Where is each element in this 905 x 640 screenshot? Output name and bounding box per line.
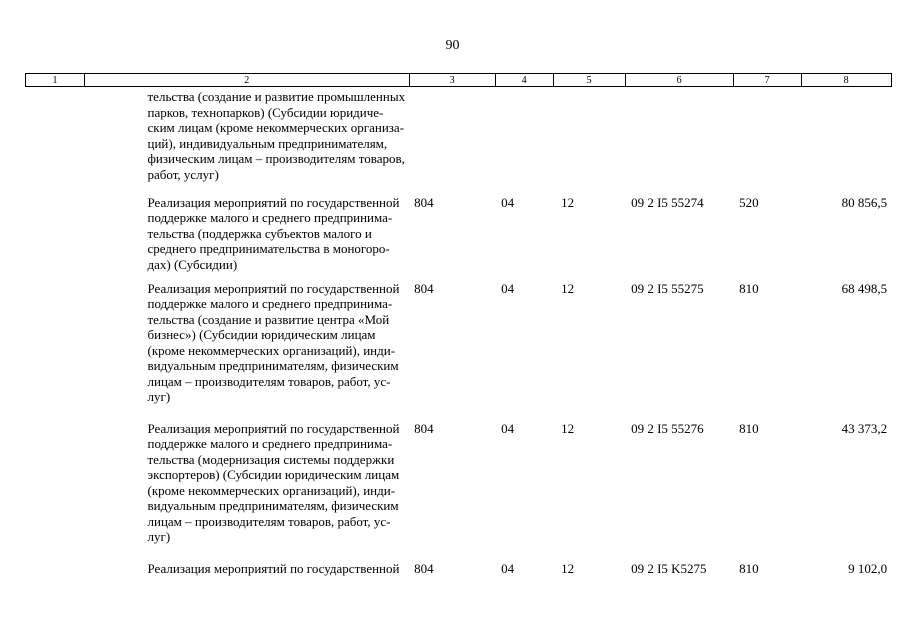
item-name-line: поддержке малого и среднего предпринима- bbox=[147, 436, 393, 451]
subsection-code-cell bbox=[553, 87, 625, 195]
item-name-cell bbox=[85, 195, 410, 281]
item-name-line: видуальным предпринимателям, физическим bbox=[147, 358, 399, 373]
item-name-line: дах) (Субсидии) bbox=[147, 256, 238, 272]
item-name-line: Реализация мероприятий по государственной bbox=[147, 560, 400, 576]
row-number-cell bbox=[26, 87, 85, 195]
column-header-2: 2 bbox=[85, 74, 410, 87]
section-code-cell: 04 bbox=[501, 280, 515, 296]
ministry-code-cell: 804 bbox=[414, 420, 434, 436]
item-name-line: тельства (создание и развитие промышленных bbox=[147, 89, 406, 104]
item-name-line: лицам – производителям товаров, работ, ус- bbox=[147, 513, 391, 529]
item-name-line: Реализация мероприятий по государственной bbox=[147, 280, 400, 296]
amount-cell: 43 373,2 bbox=[841, 420, 888, 436]
target-article-cell bbox=[625, 87, 733, 195]
item-name-line: бизнес») (Субсидии юридическим лицам bbox=[147, 327, 376, 342]
table-row bbox=[26, 195, 892, 281]
section-code-cell bbox=[495, 87, 553, 195]
section-code-cell: 04 bbox=[501, 420, 515, 436]
column-number-header-row bbox=[26, 74, 892, 87]
item-name-cell bbox=[85, 87, 410, 195]
column-header-3: 3 bbox=[409, 74, 495, 87]
item-name-line: (кроме некоммерческих организаций), инди- bbox=[147, 342, 396, 358]
column-header-6: 6 bbox=[625, 74, 733, 87]
row-number-cell bbox=[26, 281, 85, 421]
page-number: 90 bbox=[445, 38, 460, 53]
item-name-line: ций), индивидуальным предпринимателям, bbox=[147, 135, 388, 151]
expense-type-cell: 520 bbox=[739, 194, 759, 210]
column-header-4: 4 bbox=[495, 74, 553, 87]
amount-cell bbox=[801, 87, 891, 195]
expense-type-cell: 810 bbox=[739, 560, 759, 576]
amount-cell: 9 102,0 bbox=[848, 560, 888, 576]
column-header-8: 8 bbox=[801, 74, 891, 87]
target-article-cell: 09 2 I5 55275 bbox=[631, 280, 704, 296]
ministry-code-cell: 804 bbox=[414, 280, 434, 296]
row-number-cell bbox=[26, 195, 85, 281]
expense-type-cell: 810 bbox=[739, 420, 759, 436]
item-name-line: тельства (поддержка субъектов малого и bbox=[147, 225, 372, 241]
item-name-line: поддержке малого и среднего предпринима- bbox=[147, 296, 393, 311]
expense-type-cell: 810 bbox=[739, 280, 759, 296]
table-row bbox=[26, 421, 892, 561]
item-name-line: работ, услуг) bbox=[147, 166, 219, 182]
section-code-cell: 04 bbox=[501, 194, 515, 210]
item-name-line: тельства (создание и развитие центра «Мой bbox=[147, 311, 390, 327]
subsection-code-cell: 12 bbox=[561, 560, 575, 576]
budget-table bbox=[25, 73, 892, 581]
row-number-cell bbox=[26, 421, 85, 561]
item-name-line: Реализация мероприятий по государственной bbox=[147, 194, 400, 210]
item-name-line: (кроме некоммерческих организаций), инди- bbox=[147, 482, 396, 498]
item-name-line: лицам – производителям товаров, работ, ус- bbox=[147, 373, 391, 389]
item-name-line: поддержке малого и среднего предпринима- bbox=[147, 210, 393, 225]
item-name-cell bbox=[85, 281, 410, 421]
amount-cell: 68 498,5 bbox=[841, 280, 888, 296]
ministry-code-cell: 804 bbox=[414, 560, 434, 576]
row-number-cell bbox=[26, 561, 85, 581]
item-name-line: Реализация мероприятий по государственной bbox=[147, 420, 400, 436]
item-name-cell bbox=[85, 561, 410, 581]
target-article-cell: 09 2 I5 55276 bbox=[631, 420, 704, 436]
item-name-line: луг) bbox=[147, 529, 171, 544]
item-name-line: тельства (модернизация системы поддержки bbox=[147, 451, 395, 467]
item-name-line: луг) bbox=[147, 389, 171, 404]
target-article-cell: 09 2 I5 K5275 bbox=[631, 560, 707, 576]
item-name-line: ским лицам (кроме некоммерческих организа- bbox=[147, 120, 405, 135]
item-name-line: среднего предпринимательства в моногоро- bbox=[147, 241, 390, 256]
subsection-code-cell: 12 bbox=[561, 280, 575, 296]
amount-cell: 80 856,5 bbox=[841, 194, 888, 210]
item-name-line: физическим лицам – производителям товаров, bbox=[147, 151, 405, 166]
ministry-code-cell bbox=[409, 87, 495, 195]
expense-type-cell bbox=[733, 87, 801, 195]
item-name-line: видуальным предпринимателям, физическим bbox=[147, 498, 399, 513]
subsection-code-cell: 12 bbox=[561, 194, 575, 210]
table-row bbox=[26, 561, 892, 581]
ministry-code-cell: 804 bbox=[414, 194, 434, 210]
target-article-cell: 09 2 I5 55274 bbox=[631, 194, 704, 210]
subsection-code-cell: 12 bbox=[561, 420, 575, 436]
table-row bbox=[26, 281, 892, 421]
section-code-cell: 04 bbox=[501, 560, 515, 576]
item-name-line: экспортеров) (Субсидии юридическим лицам bbox=[147, 467, 400, 482]
table-row bbox=[26, 87, 892, 195]
column-header-7: 7 bbox=[733, 74, 801, 87]
item-name-line: парков, технопарков) (Субсидии юридиче- bbox=[147, 104, 384, 120]
item-name-cell bbox=[85, 421, 410, 561]
column-header-1: 1 bbox=[26, 74, 85, 87]
column-header-5: 5 bbox=[553, 74, 625, 87]
